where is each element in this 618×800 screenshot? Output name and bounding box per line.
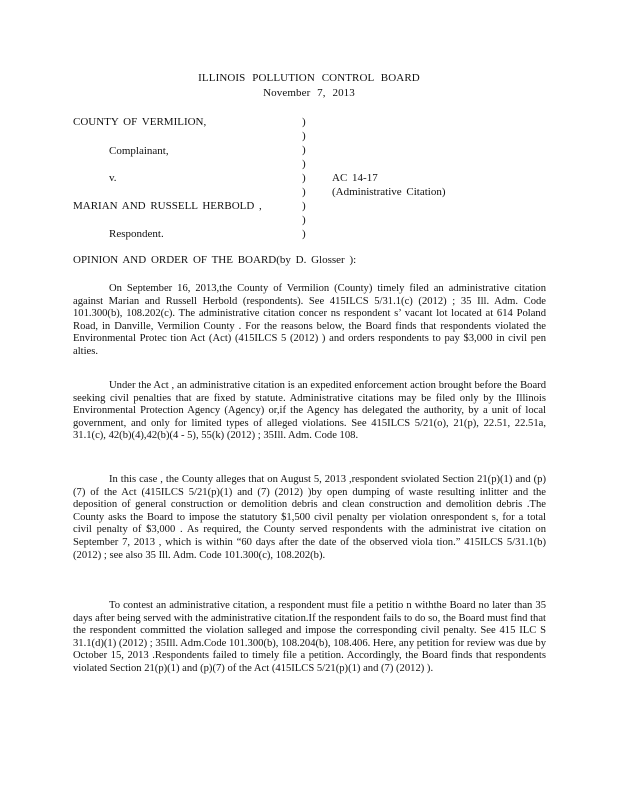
paragraph-4 — [73, 600, 546, 676]
docket-type: (Administrative Citation) — [332, 186, 446, 198]
docket-number: AC 14-17 — [332, 172, 378, 184]
paragraph-text: On September 16, 2013,the County of Vermilion (County) timely filed an administrative citation against Marian and Russell Herbold (respondents). See 415ILCS 5/31.1(c) (2012) ; 35 Ill. Adm. Code 101.300(b), 108.202(c). The administrative citation concer ns respondent s’ vacant lot located at 614 Poland Road, in Danville, Vermilion County . For the reasons below, the Board finds that respondents violated the Environmental Protec tion Act (Act) (415ILCS 5 (2012) ) and orders respondents to pay $3,000 in civil pen alties. — [73, 283, 546, 357]
respondent-names: MARIAN AND RUSSELL HERBOLD , — [73, 200, 262, 212]
respondent-label: Respondent. — [109, 228, 164, 240]
paragraph-text: In this case , the County alleges that on August 5, 2013 ,respondent sviolated Section 21(p)(1) and (p)(7) of the Act (415ILCS 5/21(p)(1) and (7) (2012) )by open dumping of waste resulting inlitter and the deposition of general construction or demolition debris and clean construction and demolition debris .The County asks the Board to impose the statutory $1,500 civil penalty per violation onrespondent s, for a total civil penalty of $3,000 . As required, the County served respondents with the administrat ive citation on September 7, 2013 , which is within “60 days after the date of the observed viola tion.” 415ILCS 5/31.1(b) (2012) ; see also 35 Ill. Adm. Code 101.300(c), 108.202(b). — [73, 474, 546, 561]
complainant-label: Complainant, — [109, 145, 169, 157]
paragraph-2 — [73, 380, 546, 443]
board-title: ILLINOIS POLLUTION CONTROL BOARD — [198, 72, 420, 84]
paragraph-text: To contest an administrative citation, a respondent must file a petitio n withthe Board no later than 35 days after being served with the administrative citation.If the respondent fails to do so, the Board must find that the respondent committed the violation salleged and impose the corresponding civil penalty. See 415 ILC S 31.1(d)(1) (2012) ; 35Ill. Adm.Code 101.300(b), 108.204(b), 108.406. Here, any petition for review was due by October 15, 2013 .Respondents failed to timely file a petition. Accordingly, the Board finds that respondents violated Section 21(p)(1) and (p)(7) of the Act (415ILCS 5/21(p)(1) and (7) (2012) ). — [73, 600, 546, 674]
order-date: November 7, 2013 — [263, 87, 355, 99]
caption-paren: ) — [302, 200, 306, 212]
caption-paren: ) — [302, 228, 306, 240]
caption-paren: ) — [302, 144, 306, 156]
paragraph-text: Under the Act , an administrative citation is an expedited enforcement action brought before the Board seeking civil penalties that are fixed by statute. Administrative citations may be filed only by the Illinois Environmental Protection Agency (Agency) or,if the Agency has delegated the authority, by a unit of local government, and only for limited types of alleged violations. See 415ILCS 5/21(o), 21(p), 22.51, 22.51a, 31.1(c), 42(b)(4),42(b)(4 - 5), 55(k) (2012) ; 35Ill. Adm. Code 108. — [73, 380, 546, 442]
paragraph-3 — [73, 474, 546, 562]
county-name: COUNTY OF VERMILION, — [73, 116, 207, 128]
caption-paren: ) — [302, 186, 306, 198]
versus-label: v. — [109, 172, 117, 184]
caption-paren: ) — [302, 214, 306, 226]
caption-paren: ) — [302, 172, 306, 184]
paragraph-1 — [73, 283, 546, 359]
opinion-heading: OPINION AND ORDER OF THE BOARD(by D. Glosser ): — [73, 254, 357, 266]
caption-paren: ) — [302, 130, 306, 142]
caption-paren: ) — [302, 158, 306, 170]
caption-paren: ) — [302, 116, 306, 128]
